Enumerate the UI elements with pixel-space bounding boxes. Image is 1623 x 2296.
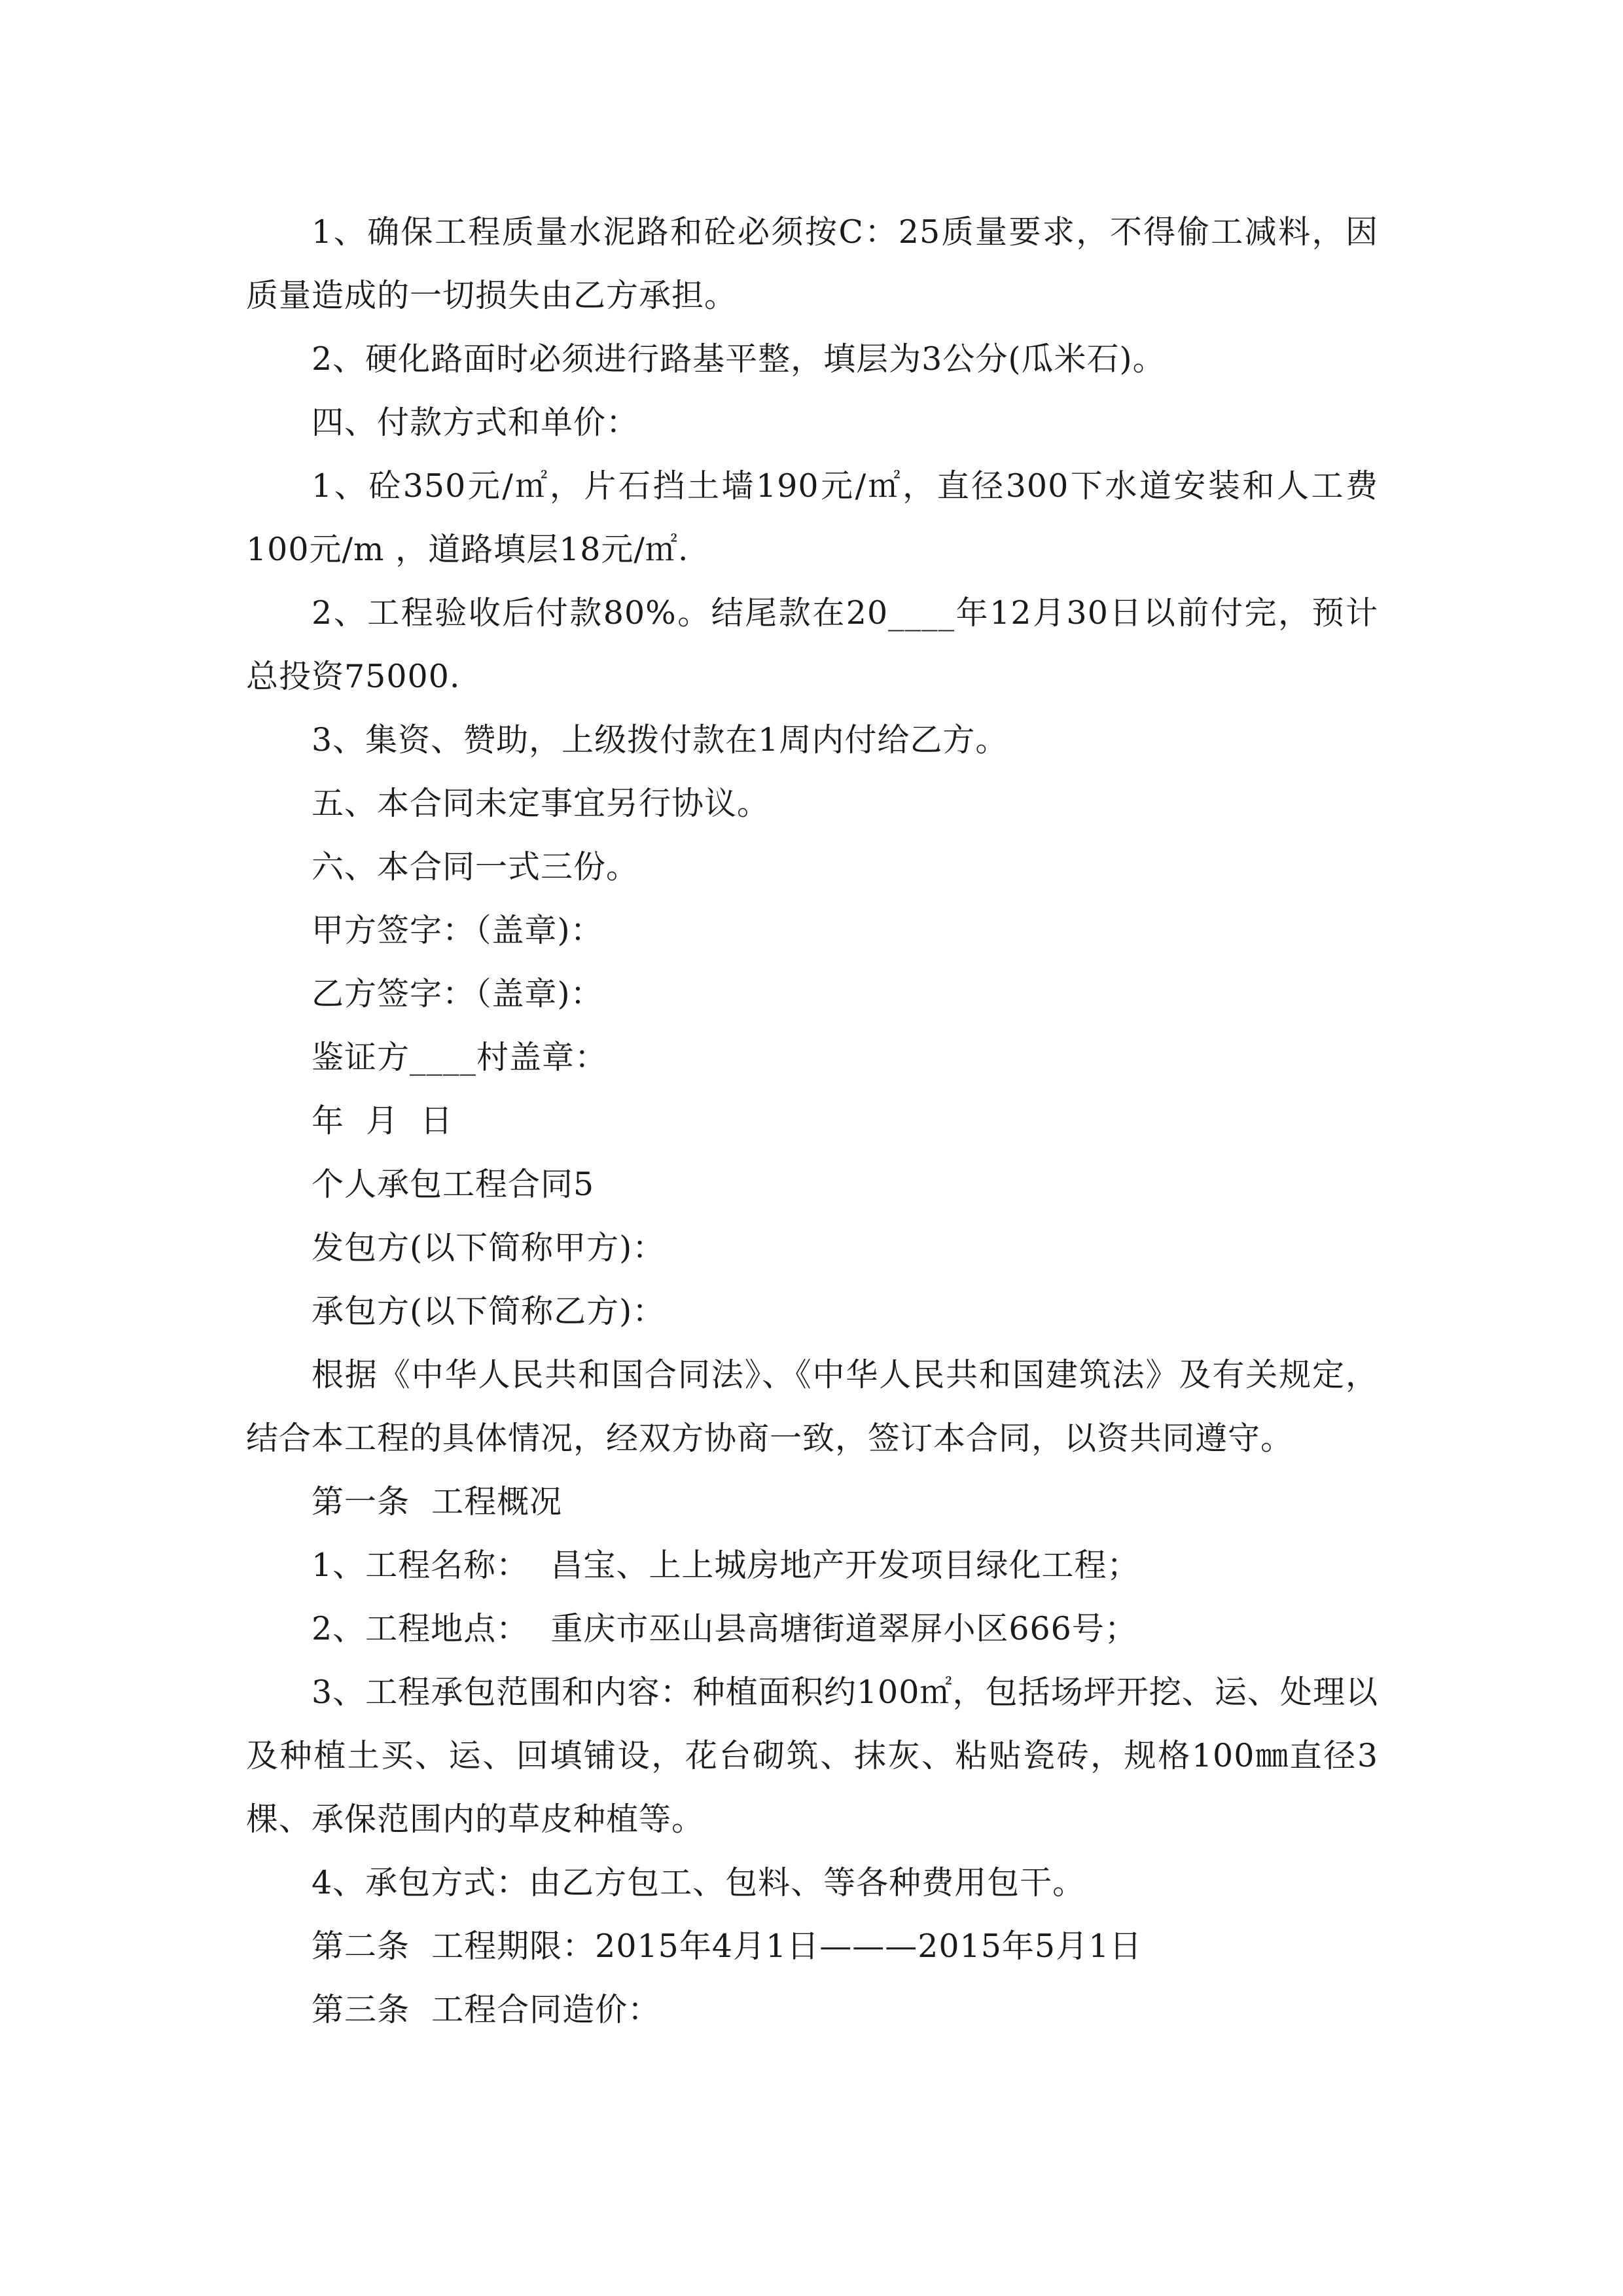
- clause-payment-schedule: 2、工程验收后付款80%。结尾款在20____年12月30日以前付完，预计总投资75000.: [246, 594, 1378, 695]
- party-b-line: 承包方(以下简称乙方)：: [312, 1293, 666, 1330]
- project-location: 2、工程地点： 重庆市巫山县高塘街道翠屏小区666号；: [312, 1610, 1137, 1647]
- signature-line-witness: 鉴证方____村盖章：: [312, 1039, 608, 1076]
- contract-method: 4、承包方式：由乙方包工、包料、等各种费用包干。: [312, 1864, 1086, 1901]
- clause-quality-requirement: 1、确保工程质量水泥路和砼必须按C：25质量要求，不得偷工减料，因质量造成的一切损失由乙方承担。: [246, 213, 1378, 314]
- section-heading-other-matters: 五、本合同未定事宜另行协议。: [312, 785, 770, 822]
- date-line: 年 月 日: [312, 1102, 454, 1139]
- signature-line-party-a: 甲方签字：（盖章)：: [312, 912, 603, 949]
- contract-title: 个人承包工程合同5: [312, 1166, 595, 1203]
- article-2-term: 第二条 工程期限：2015年4月1日———2015年5月1日: [312, 1928, 1143, 1965]
- signature-line-party-b: 乙方签字：（盖章)：: [312, 975, 603, 1013]
- document-body: [246, 200, 1378, 2041]
- section-heading-copies: 六、本合同一式三份。: [312, 848, 639, 886]
- clause-road-leveling: 2、硬化路面时必须进行路基平整，填层为3公分(瓜米石)。: [312, 340, 1166, 378]
- party-a-line: 发包方(以下简称甲方)：: [312, 1229, 666, 1266]
- project-name: 1、工程名称： 昌宝、上上城房地产开发项目绿化工程；: [312, 1547, 1140, 1584]
- clause-funding-transfer: 3、集资、赞助，上级拨付款在1周内付给乙方。: [312, 721, 1008, 759]
- article-3-heading: 第三条 工程合同造价：: [312, 1991, 661, 2028]
- article-1-heading: 第一条 工程概况: [312, 1483, 563, 1520]
- contract-preamble: 根据《中华人民共和国合同法》、《中华人民共和国建筑法》及有关规定，结合本工程的具体情况，经双方协商一致，签订本合同，以资共同遵守。: [246, 1356, 1378, 1457]
- project-scope: 3、工程承包范围和内容：种植面积约100㎡，包括场坪开挖、运、处理以及种植土买、运、回填铺设，花台砌筑、抹灰、粘贴瓷砖，规格100㎜直径3棵、承保范围内的草皮种植等。: [246, 1674, 1378, 1838]
- clause-unit-prices: 1、砼350元/㎡，片石挡土墙190元/㎡，直径300下水道安装和人工费100元/m ，道路填层18元/㎡.: [246, 467, 1378, 568]
- section-heading-payment: 四、付款方式和单价：: [312, 404, 639, 441]
